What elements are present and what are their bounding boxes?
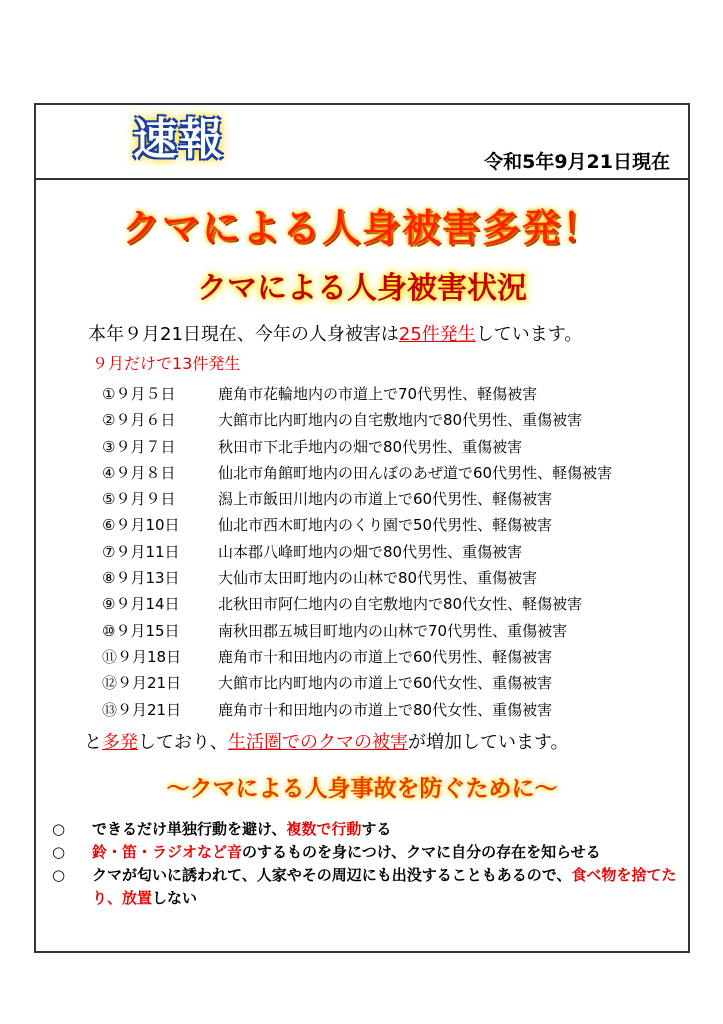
tip-text: しない [152,889,198,907]
closing-highlight: 生活圏でのクマの被害 [228,732,408,753]
list-item [102,381,612,407]
incident-text: 仙北市角館町地内の田んぼのあぜ道で60代男性、軽傷被害 [218,463,613,482]
tip-text: する [361,820,392,838]
sub-title: クマによる人身被害状況 [197,271,527,306]
incident-date: ⑨９月14日 [102,595,180,614]
closing-line [84,728,569,754]
incident-date: ⑧９月13日 [102,569,180,588]
incident-date: ⑩９月15日 [102,621,180,640]
list-item [102,644,612,670]
incident-date: ②９月６日 [102,411,176,430]
tip-text: できるだけ単独行動を避け、 [92,820,287,838]
closing-part: が増加しています。 [408,732,569,753]
circle-bullet-icon: ○ [52,866,66,884]
tip-text: のするものを身につけ、クマに自分の存在を知らせる [242,843,601,861]
incident-date: ⑪９月18日 [102,647,182,666]
summary-suffix: しています。 [475,324,583,345]
prevention-title: ～クマによる人身事故を防ぐために～ [166,776,558,802]
list-item [102,591,612,617]
tip-highlight: 鈴・笛・ラジオなど音 [92,843,243,861]
incident-text: 北秋田市阿仁地内の自宅敷地内で80代女性、軽傷被害 [218,595,583,614]
incident-text: 鹿角市十和田地内の市道上で80代女性、重傷被害 [218,700,553,719]
closing-highlight: 多発 [102,732,138,753]
tips-list [52,818,680,910]
incident-list [102,381,612,723]
incident-text: 大館市比内町地内の市道上で60代女性、重傷被害 [218,674,553,693]
list-item [102,486,612,512]
notice-frame [34,103,690,953]
incident-text: 鹿角市花輪地内の市道上で70代男性、軽傷被害 [218,385,538,403]
summary-line [88,320,582,346]
tip-highlight: 複数で行動 [286,820,362,838]
incident-text: 秋田市下北手地内の畑で80代男性、重傷被害 [218,437,523,456]
tip-item [52,841,680,864]
tip-highlight: 食べ物を捨てたり、放置 [92,866,677,907]
list-item [102,407,612,433]
summary-count: 25件発生 [398,324,476,345]
list-item [102,460,612,486]
flash-badge: 速報 [133,114,225,165]
closing-part: と [84,732,102,753]
as-of-date: 令和5年9月21日現在 [484,151,670,173]
incident-text: 潟上市飯田川地内の市道上で60代男性、軽傷被害 [218,490,553,509]
list-item [102,539,612,565]
incident-date: ⑥９月10日 [102,516,180,535]
closing-part: しており、 [138,732,228,753]
incident-text: 大仙市太田町地内の山林で80代男性、重傷被害 [218,569,538,588]
incident-date: ⑬９月21日 [102,700,182,719]
incident-date: ⑤９月９日 [102,490,176,509]
incident-text: 山本郡八峰町地内の畑で80代男性、重傷被害 [218,542,523,561]
monthly-count: ９月だけで13件発生 [92,354,241,373]
list-item [102,618,612,644]
incident-date: ④９月８日 [102,463,176,482]
incident-text: 大館市比内町地内の自宅敷地内で80代男性、重傷被害 [218,411,583,430]
incident-text: 南秋田郡五城目町地内の山林で70代男性、重傷被害 [218,621,568,640]
incident-date: ③９月７日 [102,437,176,456]
incident-date: ⑫９月21日 [102,674,182,693]
list-item [102,434,612,460]
circle-bullet-icon: ○ [52,843,66,861]
tip-item [52,864,680,910]
tip-text: クマが匂いに誘われて、人家やその周辺にも出没することもあるので、 [92,866,572,884]
incident-date: ①９月５日 [102,385,176,403]
list-item [102,565,612,591]
header-divider [36,178,688,180]
incident-text: 鹿角市十和田地内の市道上で60代男性、軽傷被害 [218,647,553,666]
main-title: クマによる人身被害多発！ [121,206,602,250]
tip-item [52,818,680,841]
circle-bullet-icon: ○ [52,820,66,838]
list-item [102,670,612,696]
list-item [102,512,612,538]
list-item [102,697,612,723]
summary-prefix: 本年９月21日現在、今年の人身被害は [88,324,399,345]
incident-date: ⑦９月11日 [102,542,180,561]
incident-text: 仙北市西木町地内のくり園で50代男性、軽傷被害 [218,516,553,535]
